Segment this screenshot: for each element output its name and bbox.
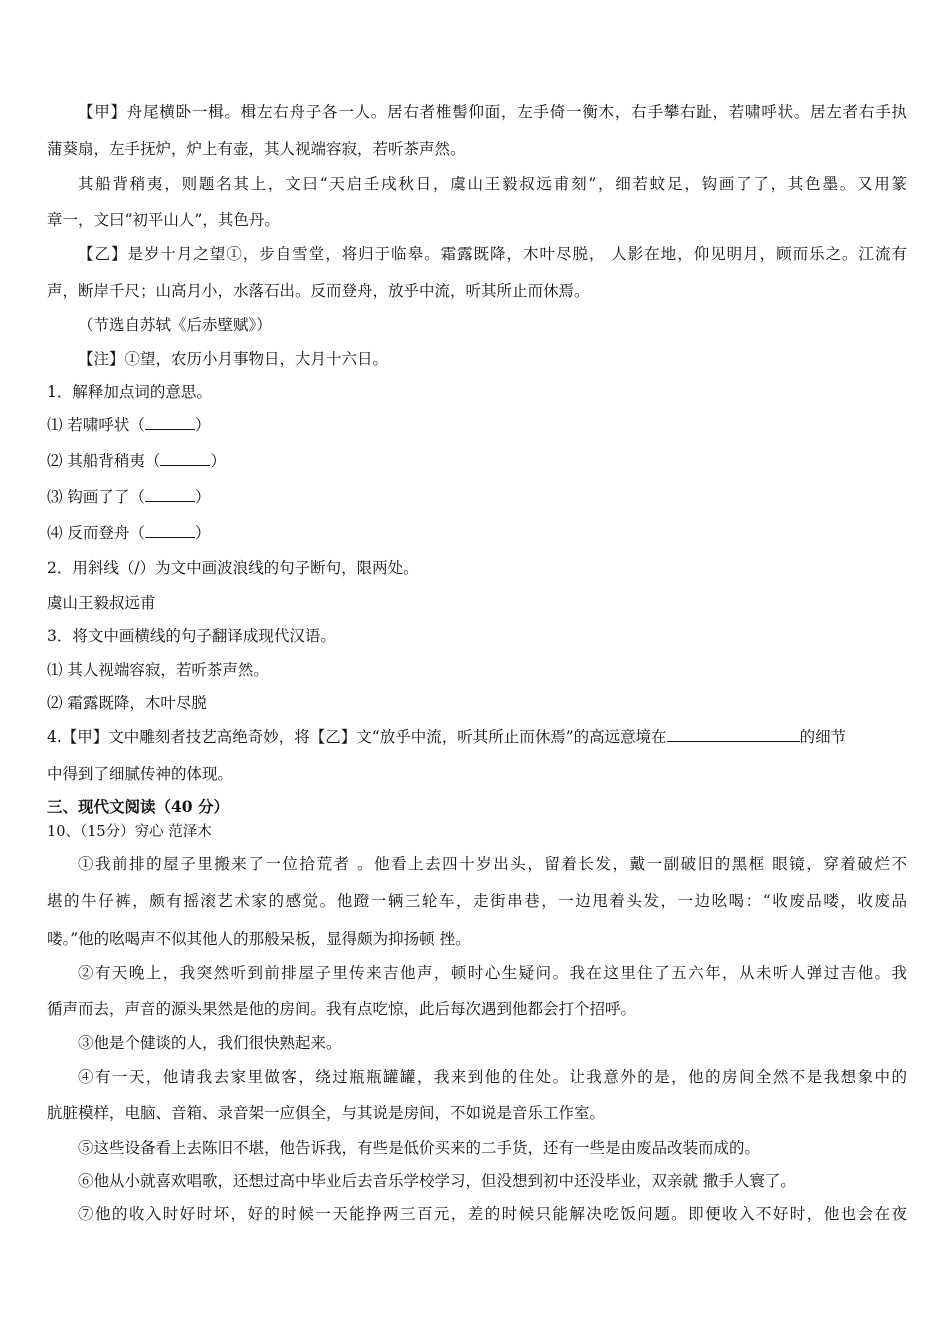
section3-heading: 三、现代文阅读（40 分） [47, 797, 229, 816]
story-p2-line2: 循声而去，声音的源头果然是他的房间。我有点吃惊，此后每次遇到他都会打个招呼。 [47, 1000, 637, 1018]
story-p7-line1: ⑦他的收入时好时坏，好的时候一天能挣两三百元，差的时候只能解决吃饭问题。即便收入不好时，他也会在夜 [78, 1205, 907, 1223]
yi-note: 【注】①望，农历小月事物日，大月十六日。 [78, 350, 389, 368]
yi-line2: 声，断岸千尺；山高月小，水落石出。反而登舟，放乎中流，听其所止而休焉。 [47, 282, 590, 300]
answer-blank[interactable] [667, 726, 800, 742]
q2-title: 2．用斜线（/）为文中画波浪线的句子断句，限两处。 [47, 559, 419, 577]
q3-item-1: ⑴ 其人视端容寂，若听茶声然。 [47, 661, 269, 679]
q1-title: 1．解释加点词的意思。 [47, 383, 212, 401]
answer-blank[interactable] [145, 486, 195, 502]
item10-title: 10、（15分）穷心 范泽木 [47, 824, 212, 840]
jia-para1-line1: 【甲】舟尾横卧一楫。楫左右舟子各一人。居右者椎髻仰面，左手倚一衡木，右手攀右趾，若啸呼状。居左者右手执 [78, 103, 907, 121]
q4-line2: 中得到了细腻传神的体现。 [47, 765, 234, 783]
story-p3: ③他是个健谈的人，我们很快熟起来。 [78, 1034, 342, 1052]
jia-para2-line1: 其船背稍夷，则题名其上，文曰“天启壬戌秋日，虞山王毅叔远甫刻”，细若蚊足，钩画了了，其色墨。又用篆 [78, 175, 907, 193]
answer-blank[interactable] [145, 522, 195, 538]
q1-item-4: ⑷ 反而登舟（ ） [47, 524, 211, 542]
q3-item-2: ⑵ 霜露既降，木叶尽脱 [47, 694, 207, 712]
story-p4-line2: 肮脏模样，电脑、音箱、录音架一应俱全，与其说是房间，不如说是音乐工作室。 [47, 1104, 606, 1122]
answer-blank[interactable] [160, 450, 210, 466]
q1-item-2: ⑵ 其船背稍夷（ ） [47, 452, 226, 470]
story-p5: ⑤这些设备看上去陈旧不堪，他告诉我，有些是低价买来的二手货，还有一些是由废品改装而成的。 [78, 1139, 761, 1157]
story-p1-line2: 堪的牛仔裤，颇有摇滚艺术家的感觉。他蹬一辆三轮车，走街串巷，一边甩着头发，一边吆喝：“收废品喽，收废品 [47, 892, 907, 910]
jia-para2-line2: 章一，文曰“初平山人”，其色丹。 [47, 211, 280, 229]
story-p1-line3: 喽。”他的吆喝声不似其他人的那般呆板，显得颇为抑扬顿 挫。 [47, 930, 471, 948]
answer-blank[interactable] [145, 414, 195, 430]
q2-sentence: 虞山王毅叔远甫 [47, 594, 156, 612]
story-p2-line1: ②有天晚上，我突然听到前排屋子里传来吉他声，顿时心生疑问。我在这里住了五六年，从未听人弹过吉他。我 [78, 964, 907, 982]
q4-line1: 4.【甲】文中雕刻者技艺高绝奇妙，将【乙】文“放乎中流，听其所止而休焉”的高远意境在 的细节 [47, 728, 847, 746]
story-p1-line1: ①我前排的屋子里搬来了一位拾荒者 。他看上去四十岁出头，留着长发，戴一副破旧的黑框 眼镜，穿着破烂不 [78, 855, 907, 873]
yi-line1: 【乙】是岁十月之望①，步自雪堂，将归于临皋。霜露既降，木叶尽脱， 人影在地，仰见明月，顾而乐之。江流有 [78, 245, 907, 263]
q3-title: 3．将文中画横线的句子翻译成现代汉语。 [47, 627, 336, 645]
story-p4-line1: ④有一天，他请我去家里做客，绕过瓶瓶罐罐，我来到他的住处。让我意外的是，他的房间全然不是我想象中的 [78, 1068, 907, 1086]
story-p6: ⑥他从小就喜欢唱歌，还想过高中毕业后去音乐学校学习，但没想到初中还没毕业，双亲就 撒手人寰了。 [78, 1172, 796, 1190]
q1-item-1: ⑴ 若啸呼状（ ） [47, 416, 211, 434]
yi-source: （节选自苏轼《后赤壁赋》） [78, 316, 272, 334]
jia-para1-line2: 蒲葵扇，左手抚炉，炉上有壶，其人视端容寂，若听茶声然。 [47, 140, 466, 158]
q1-item-3: ⑶ 钩画了了（ ） [47, 488, 211, 506]
